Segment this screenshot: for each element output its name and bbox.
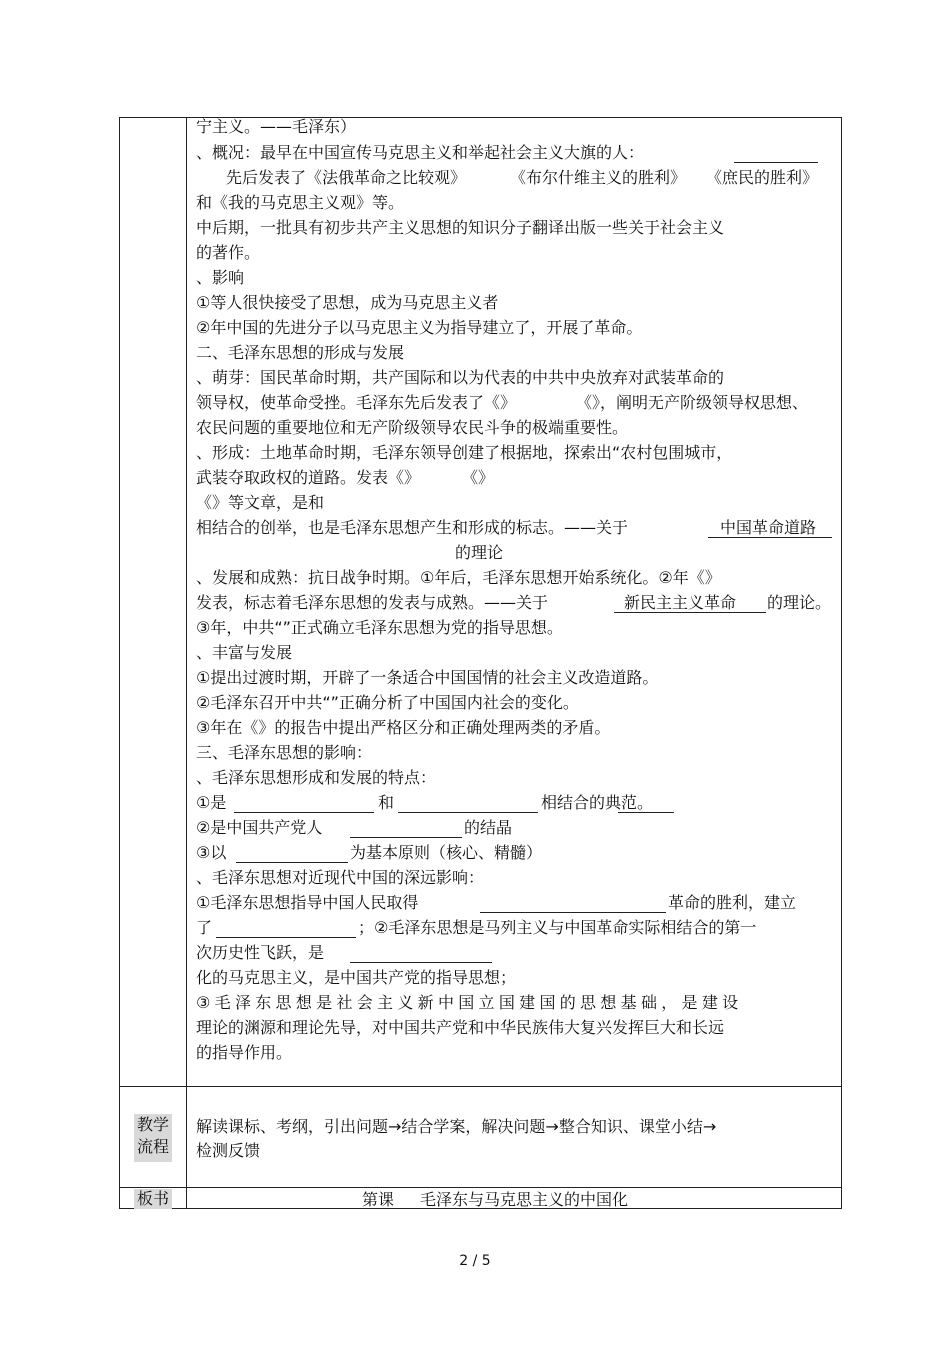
text-line: ①毛泽东思想指导中国人民取得 [196,893,419,912]
blank-underline [350,962,492,963]
text-line: 革命的胜利，建立 [668,893,797,912]
text-line: 相结合的创举，也是毛泽东思想产生和形成的标志。——关于 [196,518,629,537]
text-line: 发表，标志着毛泽东思想的发表与成熟。——关于 [196,593,549,612]
column-divider [186,117,187,1209]
text-line: ；②毛泽东思想是马列主义与中国革命实际相结合的第一 [358,918,757,937]
text-line: 的指导作用。 [196,1043,293,1062]
text-line: ②毛泽东召开中共“”正确分析了中国国内社会的变化。 [196,693,579,712]
text-line: 、概况：最早在中国宣传马克思主义和举起社会主义大旗的人： [196,143,645,162]
section-heading: 三、毛泽东思想的影响： [196,743,373,762]
text-line: 先后发表了《法俄革命之比较观》 [226,168,467,187]
text-line: ①提出过渡时期，开辟了一条适合中国国情的社会主义改造道路。 [196,668,659,687]
flow-label-top: 教学 [136,1115,169,1134]
text-line: 和《我的马克思主义观》等。 [196,193,405,212]
text-line: 《布尔什维主义的胜利》 [510,168,687,187]
text-line: 《》等文章，是和 [196,493,325,512]
text-line: 中后期，一批具有初步共产主义思想的知识分子翻译出版一些关于社会主义 [196,218,725,237]
blank-underline [350,837,462,838]
text-line: ③年，中共“”正式确立毛泽东思想为党的指导思想。 [196,618,563,637]
flow-label-bottom: 流程 [136,1137,169,1156]
text-line: 《》 [462,468,495,487]
text-line: 领导权，使革命受挫。毛泽东先后发表了《》 [196,393,517,412]
blank-underline [618,812,674,813]
text-line: ①是 [196,793,227,812]
text-line: ①等人很快接受了思想，成为马克思主义者 [196,293,499,312]
text-line: 范。 [621,793,654,812]
section-heading: 二、毛泽东思想的形成与发展 [196,343,405,362]
text-line: 、毛泽东思想对近现代中国的深远影响： [196,868,485,887]
answer-text: 新民主主义革命 [624,593,737,612]
text-line: 、丰富与发展 [196,643,293,662]
blank-underline [734,162,818,163]
board-title-lesson: 第课 [362,1190,395,1209]
board-title: 毛泽东与马克思主义的中国化 [420,1190,629,1209]
text-line: 、影响 [196,268,245,287]
row-divider-flow [119,1086,842,1087]
text-line: 的理论 [455,543,504,562]
board-label: 板书 [134,1189,172,1209]
flow-text: 检测反馈 [196,1141,261,1160]
text-line: ②是中国共产党人 [196,818,323,837]
row-divider-board [119,1187,842,1188]
text-line: 、萌芽：国民革命时期，共产国际和以为代表的中共中央放弃对武装革命的 [196,368,725,387]
blank-underline [708,537,832,538]
text-line: 相结合的典 [541,793,622,812]
flow-text: 解读课标、考纲，引出问题→结合学案，解决问题→整合知识、课堂小结→ [196,1117,717,1136]
text-line: ③年在《》的报告中提出严格区分和正确处理两类的矛盾。 [196,718,611,737]
text-line: 农民问题的重要地位和无产阶级领导农民斗争的极端重要性。 [196,418,629,437]
text-line: 《庶民的胜利》 [706,168,819,187]
text-line: 为基本原则（核心、精髓） [350,843,543,862]
text-line: 化的马克思主义，是中国共产党的指导思想； [196,968,517,987]
blank-underline [216,937,356,938]
blank-underline [234,812,374,813]
text-line: 、形成：土地革命时期，毛泽东领导创建了根据地，探索出“农村包围城市， [196,443,733,462]
flow-label [134,1114,172,1162]
blank-underline [398,812,538,813]
text-line: ③以 [196,843,227,862]
text-line: 和 [378,793,395,812]
text-line: 的著作。 [196,243,261,262]
text-line: 武装夺取政权的道路。发表《》 [196,468,421,487]
text-line: 了 [196,918,213,937]
text-line: ②年中国的先进分子以马克思主义为指导建立了，开展了革命。 [196,318,643,337]
blank-underline [614,612,766,613]
text-line: 、毛泽东思想形成和发展的特点： [196,768,437,787]
blank-underline [236,862,348,863]
text-line: ③毛泽东思想是社会主义新中国立国建国的思想基础，是建设 [196,993,743,1012]
text-line: 的理论。 [767,593,832,612]
text-line: 的结晶 [464,818,513,837]
text-line: 宁主义。——毛泽东） [196,117,357,136]
page-number: 2 / 5 [459,1253,491,1269]
text-line: 《》，阐明无产阶级领导权思想、 [576,393,809,412]
blank-underline [480,912,666,913]
answer-text: 中国革命道路 [720,518,817,537]
text-line: 次历史性飞跃，是 [196,943,325,962]
text-line: 理论的渊源和理论先导，对中国共产党和中华民族伟大复兴发挥巨大和长远 [196,1018,725,1037]
text-line: 、发展和成熟：抗日战争时期。①年后，毛泽东思想开始系统化。②年《》 [196,568,721,587]
